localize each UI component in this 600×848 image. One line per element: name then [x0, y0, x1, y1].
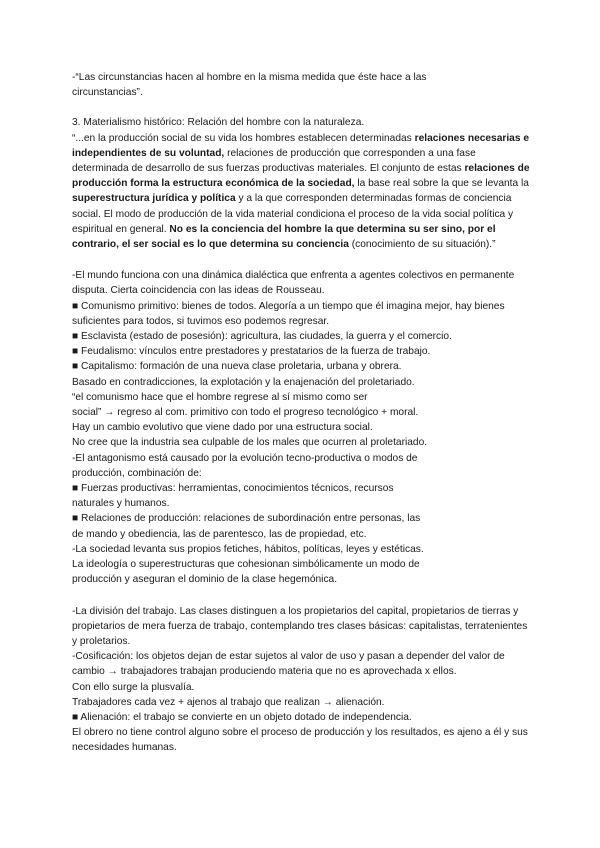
bullet-item: ■ Comunismo primitivo: bienes de todos. Alegoría a un tiempo que él imagina mejor, hay bienes suficientes para todos, si tuvimos eso podemos regresar. [72, 300, 505, 327]
bullet-item: ■ Feudalismo: vínculos entre prestadores y prestatarios de la fuerza de trabajo. [72, 346, 431, 358]
paragraph-line: -El antagonismo está causado por la evolución tecno-productiva o modos de [72, 452, 418, 464]
paragraph-line: de mando y obediencia, las de parentesco, las de propiedad, etc. [72, 528, 367, 540]
document-page [72, 70, 532, 756]
quote-text-3: la base real sobre la que se levanta la [354, 178, 529, 190]
bullet-item: ■ Fuerzas productivas: herramientas, conocimientos técnicos, recursos [72, 483, 394, 495]
paragraph-line: -Cosificación: los objetos dejan de estar sujetos al valor de uso y pasan a depender del valor de cambio → trabajadores trabajan produciendo materia que no es aprovechada x ellos. [72, 651, 505, 678]
paragraph-line: -La división del trabajo. Las clases distinguen a los propietarios del capital, propietarios de tierras y propietarios de mera fuerza de trabajo, contemplando tres clases básicas: capitalistas, terratenientes y proletarios. [72, 605, 528, 647]
paragraph-line: naturales y humanos. [72, 498, 170, 510]
intro-quote [72, 70, 532, 100]
quote-bold-4: No es la conciencia del hombre la que determina su ser sino, por el contrario, el ser social es lo que determina su conciencia [72, 223, 496, 251]
quote-bold-2: relaciones de producción forma la estructura económica de la sociedad, [72, 163, 530, 190]
paragraph-line: El obrero no tiene control alguno sobre el proceso de producción y los resultados, es ajeno a él y sus necesidades humanas. [72, 727, 528, 754]
bullet-item: ■ Alienación: el trabajo se convierte en un objeto dotado de independencia. [72, 711, 412, 723]
quote-bold-1: relaciones necesarias e independientes de su voluntad, [72, 132, 530, 159]
quote-text-1: “...en la producción social de su vida los hombres establecen determinadas [72, 132, 415, 144]
intro-quote-line-1: -“Las circunstancias hacen al hombre en la misma medida que éste hace a las [72, 72, 427, 83]
quote-text-5: (conocimiento de su situación).” [348, 239, 496, 251]
bullet-item: ■ Relaciones de producción: relaciones de subordinación entre personas, las [72, 513, 421, 525]
quote-text-2: relaciones de producción que corresponden a una fase determinada de desarrollo de sus fuerzas productivas materiales. El conjunto de estas [72, 147, 476, 175]
paragraph-line: Con ello surge la plusvalía. [72, 681, 195, 693]
paragraph-line: social” → regreso al com. primitivo con todo el progreso tecnológico + moral. [72, 407, 419, 419]
paragraph-line: Basado en contradicciones, la explotación y la enajenación del proletariado. [72, 376, 415, 388]
section-3-heading: 3. Materialismo histórico: Relación del hombre con la naturaleza. [72, 117, 365, 129]
paragraph-line: -El mundo funciona con una dinámica dialéctica que enfrenta a agentes colectivos en permanente disputa. Cierta coincidencia con las ideas de Rousseau. [72, 270, 515, 297]
paragraph-line: No cree que la industria sea culpable de los males que ocurren al proletariado. [72, 437, 428, 449]
paragraph-line: producción y aseguran el dominio de la clase hegemónica. [72, 574, 338, 586]
marx-quote [72, 131, 532, 253]
quote-bold-3: superestructura jurídica y política [72, 193, 236, 205]
bullet-item: ■ Capitalismo: formación de una nueva clase proletaria, urbana y obrera. [72, 361, 402, 373]
paragraph-line: Hay un cambio evolutivo que viene dado por una estructura social. [72, 422, 373, 434]
paragraph-line: La ideología o superestructuras que cohesionan simbólicamente un modo de [72, 559, 420, 571]
paragraph-line: -La sociedad levanta sus propios fetiches, hábitos, políticas, leyes y estéticas. [72, 543, 424, 555]
paragraph-line: producción, combinación de: [72, 467, 202, 479]
bullet-item: ■ Esclavista (estado de posesión): agricultura, las ciudades, la guerra y el comercio. [72, 331, 452, 343]
paragraph-line: “el comunismo hace que el hombre regrese al sí mismo como ser [72, 391, 368, 403]
quote-text-4: y a la que corresponden determinadas formas de conciencia social. El modo de producción de la vida material condiciona el proceso de la vida social política y espiritual en general. [72, 193, 514, 235]
intro-quote-line-2: circunstancias”. [72, 87, 143, 99]
paragraph-line: Trabajadores cada vez + ajenos al trabajo que realizan → alienación. [72, 696, 385, 708]
